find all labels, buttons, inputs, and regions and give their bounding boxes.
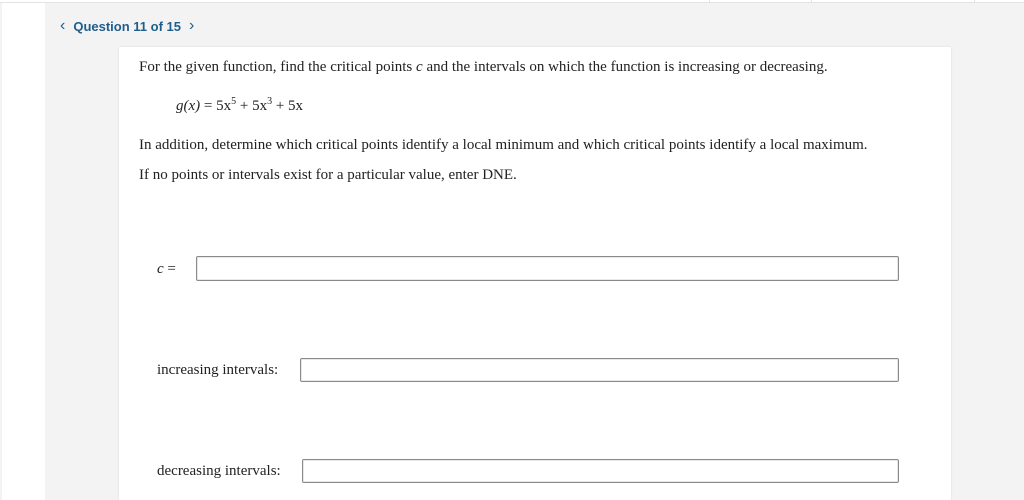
formula-lhs: g(x) [176, 98, 201, 114]
c-label-variable: c [157, 261, 164, 277]
c-label [157, 259, 176, 279]
formula-exponent: 3 [267, 96, 273, 107]
prompt-variable: c [416, 59, 423, 75]
formula-term: + 5x [236, 98, 268, 114]
chevron-left-icon[interactable]: ‹ [60, 17, 66, 34]
formula-term: + 5x [272, 98, 304, 114]
increasing-input[interactable] [300, 358, 899, 382]
question-card [119, 47, 951, 500]
decreasing-label: decreasing intervals: [157, 463, 281, 479]
question-counter: Question 11 of 15 [73, 18, 181, 34]
increasing-label: increasing intervals: [157, 362, 279, 378]
prompt-text: For the given function, find the critical points [139, 59, 413, 75]
extrema-instruction: In addition, determine which critical points identify a local minimum and which critical points identify a local maximum. [139, 137, 868, 153]
decreasing-input[interactable] [302, 459, 899, 483]
formula-term: = 5x [200, 98, 232, 114]
left-strip [0, 3, 2, 500]
question-prompt [139, 57, 828, 77]
dne-note: If no points or intervals exist for a particular value, enter DNE. [139, 167, 517, 183]
formula-exponent: 5 [231, 96, 237, 107]
chevron-right-icon[interactable]: › [188, 17, 195, 34]
question-navigator [60, 16, 194, 36]
prompt-text-2: and the intervals on which the function is increasing or decreasing. [426, 59, 828, 75]
c-input[interactable] [196, 256, 899, 281]
function-formula [176, 96, 303, 116]
c-label-equals: = [163, 261, 176, 277]
